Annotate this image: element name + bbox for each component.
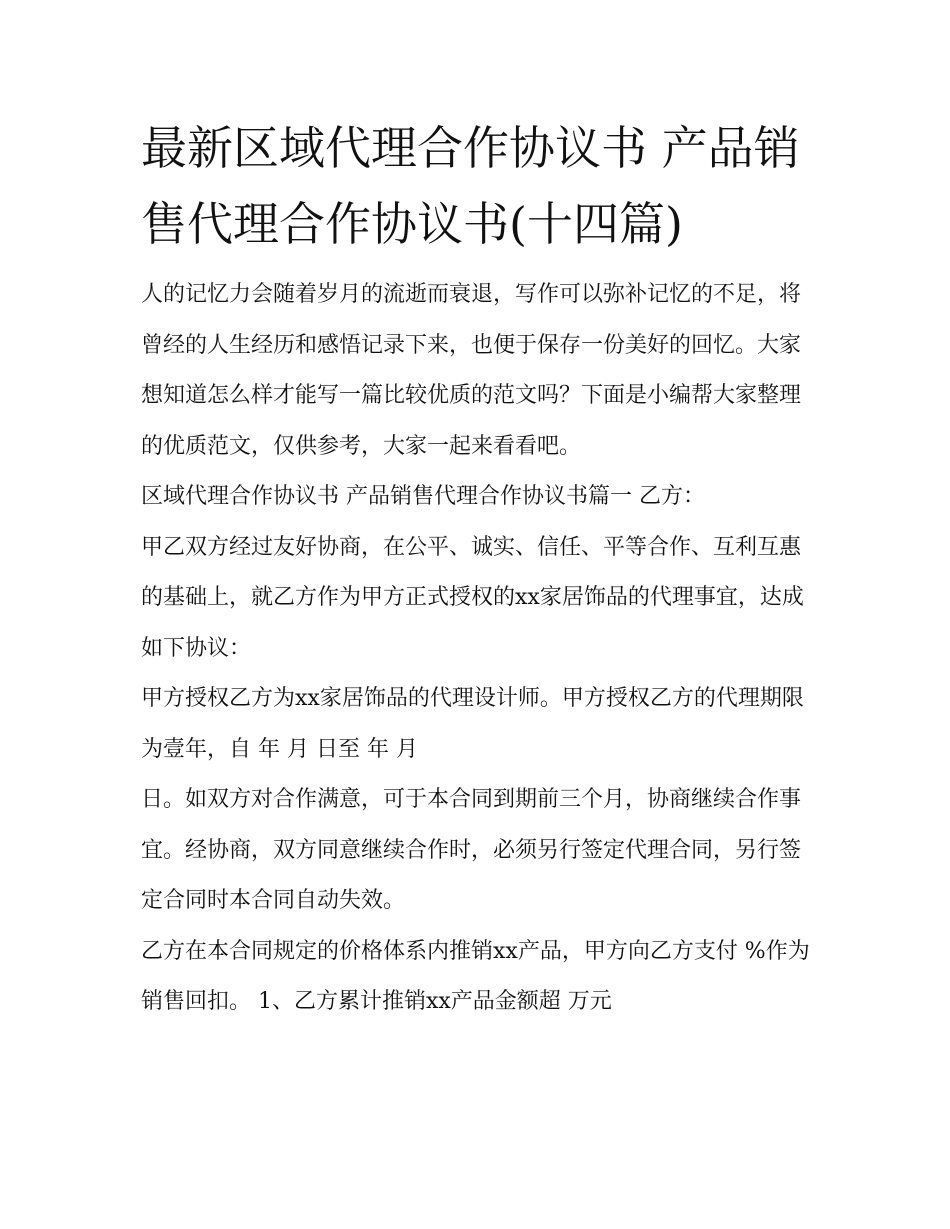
paragraph-negotiation: 甲乙双方经过友好协商，在公平、诚实、信任、平等合作、互利互惠的基础上，就乙方作为甲方正式授权的xx家居饰品的代理事宜，达成如下协议：: [141, 534, 804, 661]
document-title: 最新区域代理合作协议书 产品销售代理合作协议书(十四篇): [141, 121, 800, 251]
document-page: [141, 110, 813, 1028]
paragraph-intro: 人的记忆力会随着岁月的流逝而衰退，写作可以弥补记忆的不足，将曾经的人生经历和感悟记录下来，也便于保存一份美好的回忆。大家想知道怎么样才能写一篇比较优质的范文吗？下面是小编帮大家整理的优质范文，仅供参考，大家一起来看看吧。: [141, 282, 802, 459]
paragraph-section-heading: 区域代理合作协议书 产品销售代理合作协议书篇一 乙方：: [141, 484, 705, 509]
paragraph-renewal: 日。如双方对合作满意，可于本合同到期前三个月，协商继续合作事宜。经协商，双方同意继续合作时，必须另行签定代理合同，另行签定合同时本合同自动失效。: [141, 787, 802, 913]
paragraph-authorization: 甲方授权乙方为xx家居饰品的代理设计师。甲方授权乙方的代理期限为壹年，自 年 月 日至 年 月: [141, 686, 804, 762]
paragraph-commission: 乙方在本合同规定的价格体系内推销xx产品，甲方向乙方支付 %作为销售回扣。 1、乙方累计推销xx产品金额超 万元: [141, 938, 810, 1014]
